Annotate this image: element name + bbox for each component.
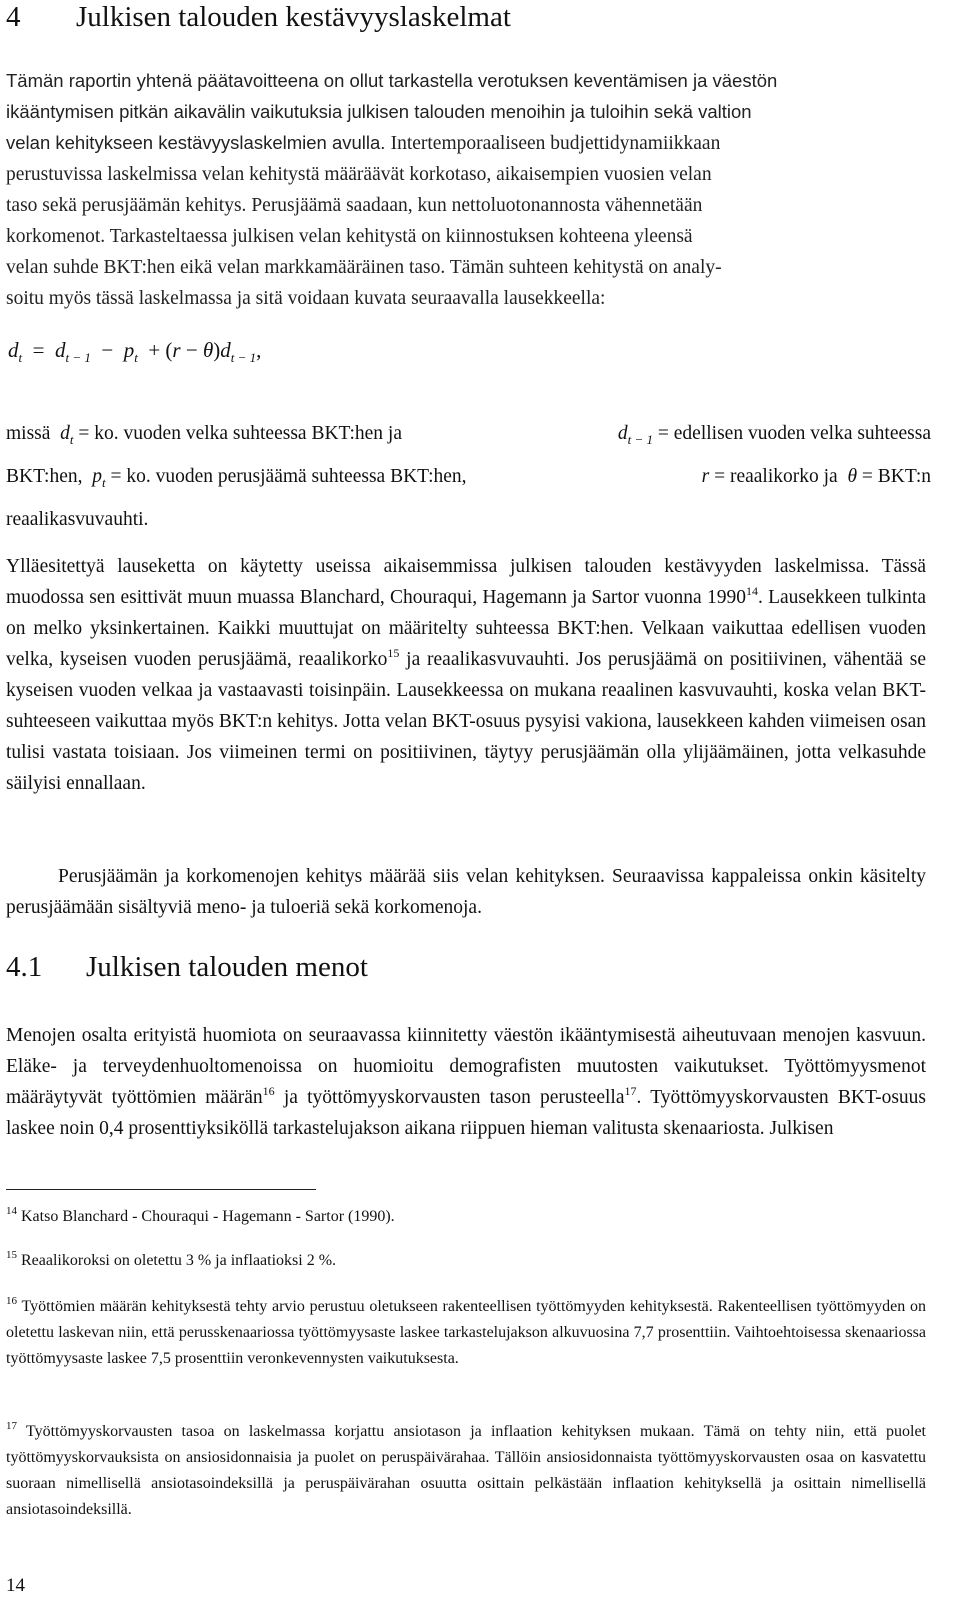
intro-line-part: Tämän suhteen kehitystä on analy- [449, 257, 722, 278]
paragraph-text: Menojen osalta erityistä huomiota on seuraavassa kiinnitetty väestön ikääntymisestä aiheutuvaan menojen kasvuun. Eläke- ja terveydenhuoltomenoissa on huomioitu demografisten muutosten vaikutukset. Työttömyysmenot määräytyvät työttömien määrän [6, 1025, 926, 1108]
intro-line [6, 127, 936, 159]
defs-part [6, 458, 467, 501]
paragraph-menot [6, 1020, 926, 1144]
footnote-number: 15 [6, 1249, 17, 1261]
intro-line [6, 190, 936, 221]
defs-line [6, 415, 931, 458]
footnote-number: 14 [6, 1205, 17, 1217]
eq-var-d: d [617, 423, 628, 444]
intro-line-part: korkomenot. [6, 226, 106, 247]
defs-text: missä [6, 423, 51, 444]
defs-text: = ko. vuoden perusjäämä suhteessa BKT:hen, [110, 465, 467, 487]
debt-equation [8, 338, 261, 366]
defs-text: = reaalikorko ja [714, 465, 838, 487]
footnote-number: 17 [6, 1420, 17, 1432]
intro-line: soitu myös tässä laskelmassa ja sitä voidaan kuvata seuraavalla lausekkeella: [6, 288, 606, 309]
chapter-number: 4 [6, 1, 21, 33]
paragraph-text: Perusjäämän ja korkomenojen kehitys määrää siis velan kehityksen. Seuraavissa kappaleissa onkin käsitelty perusjäämään sisältyviä meno- ja tuloeriä sekä korkomenoja. [6, 866, 926, 918]
defs-line: reaalikasvuvauhti. [6, 508, 149, 530]
footnote-divider [6, 1189, 316, 1190]
eq-minus: − [101, 338, 114, 362]
defs-text: = BKT:n [861, 465, 931, 487]
paragraph-text: ja reaalikasvuvauhti. Jos perusjäämä on positiivinen, vähentää se kyseisen vuoden velkaa ja vastaavasti toisinpäin. Lausekkeessa on mukana reaalinen kasvuvauhti, koska velan BKT-suhteeseen vaikuttaa myös BKT:n kehitys. Jotta velan BKT-osuus pysyisi vakiona, lausekkeen kahden viimeisen osan tulisi vastata toisiaan. Jos viimeinen termi on positiivinen, täytyy perusjäämän olla ylijäämäinen, jotta velkasuhde säilyisi ennallaan. [6, 649, 926, 794]
chapter-heading [6, 0, 511, 34]
eq-var-d: d [8, 338, 19, 362]
eq-var-d: d [60, 423, 70, 444]
eq-comma: , [256, 338, 262, 362]
footnote-16 [6, 1294, 926, 1372]
paragraph-text: ja työttömyyskorvausten tason perusteella [274, 1087, 625, 1108]
eq-var-d: d [220, 338, 231, 362]
paragraph-lauseke [6, 551, 926, 799]
intro-line: Tämän raportin yhtenä päätavoitteena on ollut tarkastella verotuksen keventämisen ja väestön [6, 70, 778, 91]
eq-equals: = [32, 338, 45, 362]
section-title: Julkisen talouden menot [86, 951, 368, 983]
eq-sub: t − 1 [65, 350, 91, 366]
intro-line [6, 221, 936, 252]
footnote-ref: 17 [624, 1084, 637, 1098]
defs-part [6, 415, 402, 458]
intro-line: ikääntymisen pitkän aikavälin vaikutuksia julkisen talouden menoihin ja tuloihin sekä valtion [6, 101, 752, 122]
intro-line-part: velan suhde BKT:hen eikä velan markkamääräinen taso. [6, 257, 446, 278]
eq-var-p: p [123, 338, 135, 362]
eq-var-p: p [92, 465, 102, 487]
defs-text: BKT:hen, [6, 465, 83, 487]
eq-var-d: d [54, 338, 66, 362]
defs-part [702, 458, 931, 501]
eq-var-r: r [701, 465, 710, 487]
eq-var-r: r [172, 338, 181, 362]
eq-sub: t [18, 350, 23, 366]
intro-line-part: taso sekä perusjäämän kehitys. [6, 195, 247, 216]
footnote-17 [6, 1419, 926, 1523]
eq-plus: + [148, 338, 161, 362]
footnote-ref: 15 [387, 646, 400, 660]
paragraph-perusjaama [6, 861, 926, 923]
eq-sub: t − 1 [230, 350, 257, 366]
footnote-text: Reaalikoroksi on oletettu 3 % ja inflaatioksi 2 %. [21, 1252, 337, 1269]
intro-line-part: Tarkasteltaessa julkisen velan kehitystä on kiinnostuksen kohteena yleensä [109, 226, 693, 247]
defs-text: = edellisen vuoden velka suhteessa [657, 423, 931, 444]
intro-line-part: Perusjäämä saadaan, kun nettoluotonannosta vähennetään [251, 195, 703, 216]
footnote-ref: 14 [745, 584, 758, 598]
intro-line-part: velan kehitykseen kestävyyslaskelmien avulla. [6, 132, 386, 153]
defs-part [618, 415, 931, 458]
section-heading [6, 950, 368, 984]
eq-paren: ( [165, 338, 173, 362]
paragraph-text: . Lausekkeen tulkinta on melko yksinkertainen. Kaikki muuttujat on määritelty suhteessa BKT:hen. Velkaan vaikuttaa edellisen vuoden velka, kyseisen vuoden perusjäämä, reaalikorko [6, 587, 926, 670]
intro-line: perustuvissa laskelmissa velan kehitystä määräävät korkotaso, aikaisempien vuosien velan [6, 164, 712, 185]
section-number: 4.1 [6, 951, 43, 983]
paragraph-text: . Työttömyyskorvausten BKT-osuus laskee noin 0,4 prosenttiyksiköllä tarkastelujakson aikana riippuen hieman valitusta skenaariosta. Julkisen [6, 1087, 926, 1139]
eq-sub: t [101, 474, 106, 490]
footnote-number: 16 [6, 1295, 17, 1307]
eq-var-theta: θ [847, 465, 858, 487]
eq-sub: t [134, 350, 138, 366]
intro-line-part: Intertemporaaliseen budjettidynamiikkaan [390, 133, 721, 154]
footnote-15 [6, 1248, 926, 1274]
paragraph-text: Ylläesitettyä lauseketta on käytetty useissa aikaisemmissa julkisen talouden kestävyyden laskelmissa. Tässä muodossa sen esittivät muun muassa Blanchard, Chouraqui, Hagemann ja Sartor vuonna 1990 [6, 556, 926, 608]
equation-definitions [6, 415, 931, 538]
footnote-text: Katso Blanchard - Chouraqui - Hagemann - Sartor (1990). [21, 1208, 395, 1225]
page-number: 14 [6, 1575, 25, 1596]
eq-sub: t − 1 [627, 431, 654, 447]
defs-line [6, 458, 931, 501]
footnote-ref: 16 [262, 1084, 275, 1098]
footnote-text: Työttömyyskorvausten tasoa on laskelmassa korjattu ansiotason ja inflaation kehityksen mukaan. Tämä on tehty niin, että puolet työttömyyskorvauksista on ansiosidonnaisia ja puolet on peruspäivärahaa. Tällöin ansiosidonnaista työttömyyskorvausten osaa on kasvatettu suoraan nimellisellä ansiotasoindeksillä ja peruspäivärahan osuutta osittain pelkästään inflaation kehityksellä ja osittain nimellisellä ansiotasoindeksillä. [6, 1423, 926, 1518]
eq-sub: t [69, 431, 74, 447]
chapter-title: Julkisen talouden kestävyyslaskelmat [76, 1, 511, 33]
eq-paren: ) [213, 338, 221, 362]
intro-paragraph [6, 65, 936, 314]
intro-line [6, 252, 936, 283]
defs-text: = ko. vuoden velka suhteessa BKT:hen ja [78, 423, 402, 444]
footnote-text: Työttömien määrän kehityksestä tehty arvio perustuu oletukseen rakenteellisen työttömyyden kehityksestä. Rakenteellisen työttömyyden on oletettu laskevan niin, että perusskenaariossa työttömyysaste laskee tarkastelujakson alkuvuosina 7,7 prosenttiin. Vaihtoehtoisessa skenaariossa työttömyysaste laskee 7,5 prosenttiin veronkevennysten vaikutuksesta. [6, 1298, 926, 1367]
eq-minus: − [185, 338, 198, 362]
eq-var-theta: θ [202, 338, 214, 362]
footnote-14 [6, 1204, 926, 1230]
